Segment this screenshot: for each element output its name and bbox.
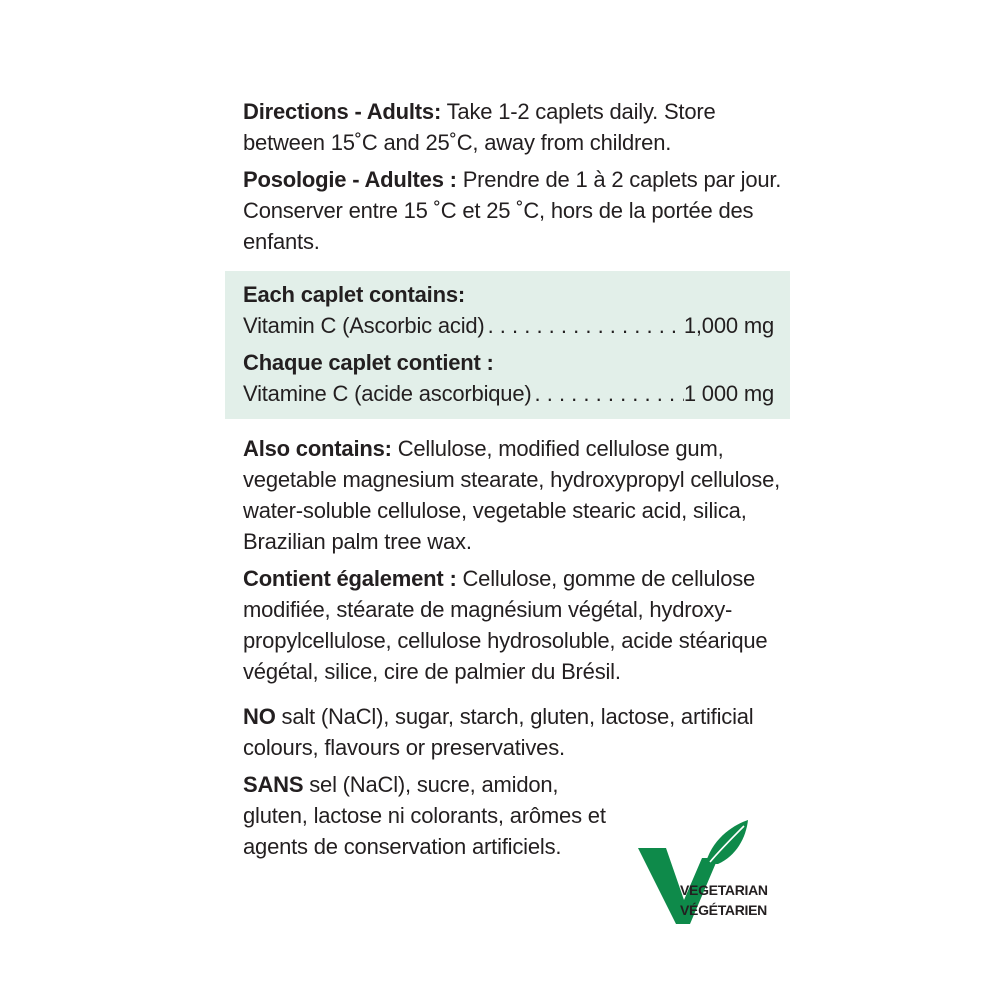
directions-fr-text: Prendre de 1 à 2 caplets par jour. Conserver entre 15 ˚C et 25 ˚C, hors de la portée des enfants. <box>243 167 782 254</box>
leader-dots <box>485 310 684 341</box>
product-label-text <box>243 96 803 862</box>
free-from-fr-heading: SANS <box>243 772 304 797</box>
free-from-en-heading: NO <box>243 704 276 729</box>
ingredient-amount-fr: 1 000 mg <box>683 381 774 406</box>
contains-en-heading: Each caplet contains: <box>243 282 465 307</box>
free-from-en-text: salt (NaCl), sugar, starch, gluten, lactose, artificial colours, flavours or preservatives. <box>243 704 754 760</box>
directions-en-text: Take 1-2 caplets daily. Store between 15˚C and 25˚C, away from children. <box>243 99 716 155</box>
ingredient-name-en: Vitamin C (Ascorbic acid) <box>243 313 485 338</box>
free-from-fr <box>243 769 623 862</box>
free-from-en <box>243 701 803 763</box>
ingredient-amount-en: 1,000 mg <box>683 313 774 338</box>
vegetarian-badge-label <box>680 880 768 920</box>
vegetarian-label-en: VEGETARIAN <box>680 882 768 898</box>
ingredient-row-en <box>243 310 774 341</box>
also-contains-en-heading: Also contains: <box>243 436 392 461</box>
leader-dots <box>532 378 684 409</box>
ingredient-name-fr: Vitamine C (acide ascorbique) <box>243 381 532 406</box>
contains-fr-heading: Chaque caplet contient : <box>243 350 494 375</box>
caplet-contents-box <box>225 271 790 419</box>
ingredient-row-fr <box>243 378 774 409</box>
also-contains-fr <box>243 563 803 687</box>
directions-fr-heading: Posologie - Adultes : <box>243 167 457 192</box>
also-contains-fr-heading: Contient également : <box>243 566 457 591</box>
also-contains-en-text: Cellulose, modified cellulose gum, vegetable magnesium stearate, hydroxypropyl cellulose, water-soluble cellulose, vegetable stearic acid, silica, Brazilian palm tree wax. <box>243 436 781 554</box>
free-from-fr-text: sel (NaCl), sucre, amidon, gluten, lactose ni colorants, arômes et agents de conservation artificiels. <box>243 772 606 859</box>
also-contains-fr-text: Cellulose, gomme de cellulose modifiée, stéarate de magnésium végétal, hydroxy- propylcellulose, cellulose hydrosoluble, acide stéarique végétal, silice, cire de palmier du Brésil. <box>243 566 768 684</box>
directions-en-heading: Directions - Adults: <box>243 99 442 124</box>
also-contains-en <box>243 433 803 557</box>
directions-en <box>243 96 803 158</box>
directions-fr <box>243 164 803 257</box>
vegetarian-label-fr: VÉGÉTARIEN <box>680 902 767 918</box>
